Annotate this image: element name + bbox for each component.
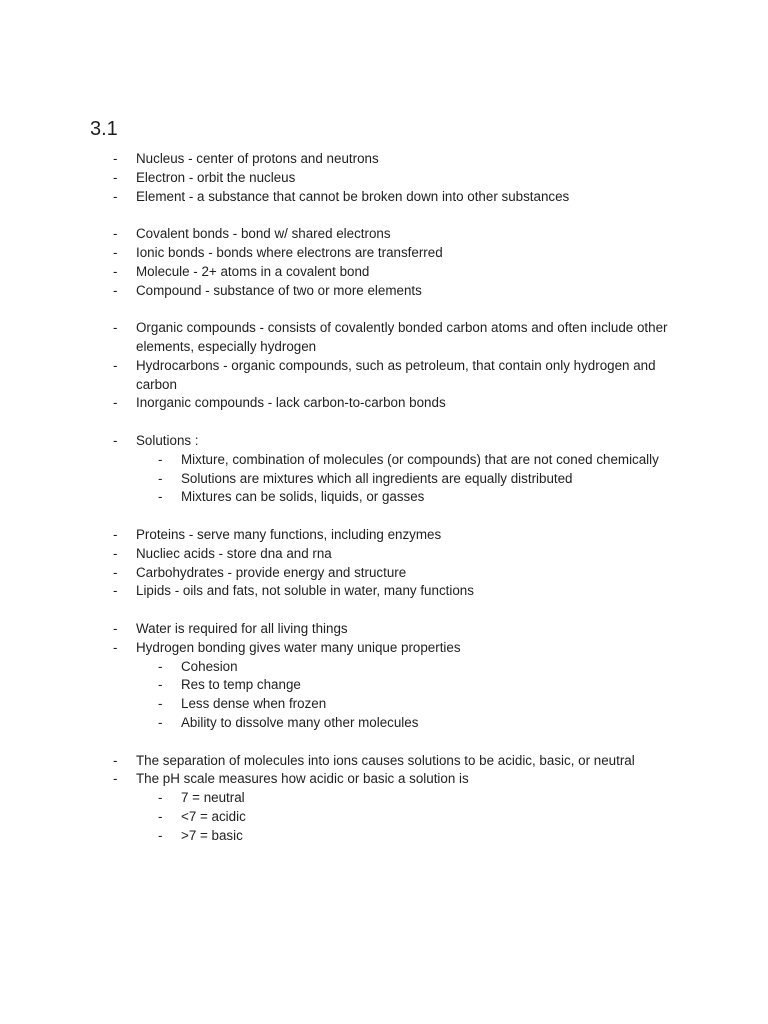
list-item-text: Mixture, combination of molecules (or compounds) that are not coned chemically — [181, 451, 659, 467]
list-item-text: Solutions : — [136, 432, 199, 448]
list-item-text: Inorganic compounds - lack carbon-to-carbon bonds — [136, 395, 446, 411]
bullet-dash: - — [113, 545, 118, 561]
list-item — [0, 639, 768, 658]
list-item — [0, 150, 768, 169]
sub-list-item — [0, 658, 768, 677]
list-item — [0, 770, 768, 789]
list-item-text: Hydrogen bonding gives water many unique properties — [136, 639, 461, 655]
list-item-text: Ionic bonds - bonds where electrons are transferred — [136, 244, 443, 260]
bullet-dash: - — [113, 752, 118, 768]
bullet-dash: - — [158, 808, 163, 824]
sub-list-item — [0, 470, 768, 489]
bullet-dash: - — [113, 639, 118, 655]
bullet-dash: - — [113, 771, 118, 787]
group-spacer — [0, 507, 768, 526]
bullet-dash: - — [113, 583, 118, 599]
bullet-dash: - — [113, 263, 118, 279]
list-item-text: Ability to dissolve many other molecules — [181, 714, 419, 730]
group-spacer — [0, 413, 768, 432]
bullet-dash: - — [113, 357, 118, 373]
bullet-dash: - — [113, 169, 118, 185]
list-item-text: The pH scale measures how acidic or basic a solution is — [136, 771, 469, 787]
bullet-dash: - — [158, 489, 163, 505]
list-item — [0, 564, 768, 583]
bullet-dash: - — [113, 320, 118, 336]
sub-list-item — [0, 808, 768, 827]
list-item — [0, 225, 768, 244]
list-item — [0, 620, 768, 639]
list-item-text: The separation of molecules into ions causes solutions to be acidic, basic, or neutral — [136, 752, 635, 768]
list-item-text: Proteins - serve many functions, including enzymes — [136, 526, 442, 542]
list-item-text: Lipids - oils and fats, not soluble in water, many functions — [136, 583, 474, 599]
group-spacer — [0, 300, 768, 319]
bullet-dash: - — [113, 620, 118, 636]
bullet-dash: - — [158, 677, 163, 693]
bullet-dash: - — [113, 188, 118, 204]
list-item — [0, 432, 768, 451]
sub-list-item — [0, 789, 768, 808]
list-item-text: Mixtures can be solids, liquids, or gasses — [181, 489, 425, 505]
list-item — [0, 357, 768, 395]
notes-list — [0, 150, 768, 845]
bullet-dash: - — [158, 790, 163, 806]
bullet-dash: - — [113, 151, 118, 166]
list-item-text: Compound - substance of two or more elements — [136, 282, 422, 298]
list-item-text: Nucliec acids - store dna and rna — [136, 545, 332, 561]
list-item-text: 7 = neutral — [181, 790, 245, 806]
list-item-text: Electron - orbit the nucleus — [136, 169, 296, 185]
list-item — [0, 282, 768, 301]
bullet-dash: - — [113, 282, 118, 298]
list-item-text: Less dense when frozen — [181, 696, 327, 712]
bullet-dash: - — [113, 432, 118, 448]
sub-list-item — [0, 488, 768, 507]
list-item — [0, 582, 768, 601]
bullet-dash: - — [158, 451, 163, 467]
list-item — [0, 263, 768, 282]
list-item-text: <7 = acidic — [181, 808, 246, 824]
list-item-text: >7 = basic — [181, 827, 243, 843]
sub-list-item — [0, 827, 768, 846]
list-item — [0, 752, 768, 771]
list-item-text: Res to temp change — [181, 677, 301, 693]
list-item — [0, 244, 768, 263]
list-item-text: Molecule - 2+ atoms in a covalent bond — [136, 263, 370, 279]
sub-list-item — [0, 714, 768, 733]
sub-list-item — [0, 695, 768, 714]
group-spacer — [0, 206, 768, 225]
bullet-dash: - — [113, 526, 118, 542]
bullet-dash: - — [113, 226, 118, 242]
bullet-dash: - — [158, 658, 163, 674]
list-item — [0, 545, 768, 564]
bullet-dash: - — [113, 244, 118, 260]
list-item-text: Hydrocarbons - organic compounds, such as petroleum, that contain only hydrogen and carbon — [136, 357, 656, 392]
list-item — [0, 319, 768, 357]
group-spacer — [0, 733, 768, 752]
list-item-text: Cohesion — [181, 658, 238, 674]
section-heading: 3.1 — [90, 118, 118, 140]
sub-list-item — [0, 451, 768, 470]
list-item-text: Solutions are mixtures which all ingredients are equally distributed — [181, 470, 573, 486]
list-item — [0, 526, 768, 545]
bullet-dash: - — [158, 696, 163, 712]
list-item-text: Carbohydrates - provide energy and structure — [136, 564, 407, 580]
bullet-dash: - — [158, 714, 163, 730]
bullet-dash: - — [113, 564, 118, 580]
group-spacer — [0, 601, 768, 620]
sub-list-item — [0, 676, 768, 695]
bullet-dash: - — [158, 470, 163, 486]
bullet-dash: - — [158, 827, 163, 843]
list-item-text: Element - a substance that cannot be broken down into other substances — [136, 188, 570, 204]
list-item — [0, 188, 768, 207]
bullet-dash: - — [113, 395, 118, 411]
list-item-text: Organic compounds - consists of covalently bonded carbon atoms and often include other elements, especially hydrogen — [136, 320, 668, 354]
list-item-text: Nucleus - center of protons and neutrons — [136, 151, 379, 166]
list-item — [0, 169, 768, 188]
list-item-text: Covalent bonds - bond w/ shared electrons — [136, 226, 391, 242]
list-item-text: Water is required for all living things — [136, 620, 348, 636]
list-item — [0, 394, 768, 413]
